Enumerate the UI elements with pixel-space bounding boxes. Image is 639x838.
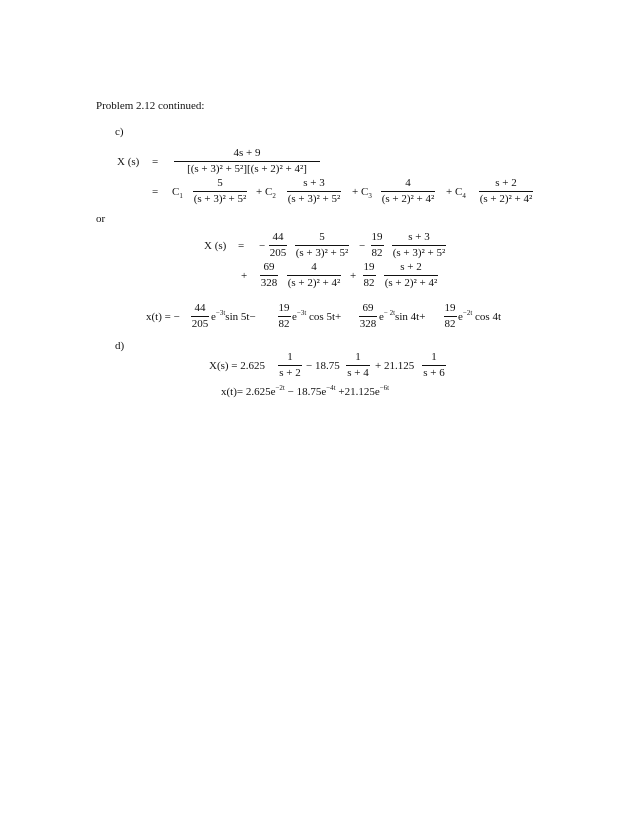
coef-44-205: [268, 232, 288, 259]
plus-sign: +: [256, 186, 263, 198]
problem-title: Problem 2.12 continued:: [96, 100, 205, 112]
part-c-X: X (s): [117, 156, 140, 168]
denominator: 82: [278, 318, 290, 330]
part-c-fraction-1: [186, 178, 254, 205]
x-mid1: − 18.75e: [284, 386, 327, 398]
part-d-label: d): [115, 340, 125, 352]
part-c-fraction-3: [374, 178, 442, 205]
coef-19-82-b: [361, 262, 377, 289]
or-label: or: [96, 213, 106, 225]
time-coef-19-82: [276, 303, 292, 330]
denominator: 205: [269, 247, 287, 259]
numerator: 4: [405, 177, 411, 189]
denominator: (s + 3)² + 5²: [295, 247, 349, 259]
time-coef-19-82-b: [442, 303, 458, 330]
part-d-fraction-1: [276, 352, 304, 379]
part-c-fraction-4: [470, 178, 542, 205]
part-d-fraction-2: [344, 352, 372, 379]
coef-19-82: [369, 232, 385, 259]
coef-C3: [361, 187, 372, 198]
denominator: 82: [363, 277, 375, 289]
denominator: [(s + 3)² + 5²][(s + 2)² + 4²]: [174, 161, 320, 175]
expansion-X: X (s): [204, 240, 227, 252]
C-subscript: 2: [272, 192, 276, 200]
denominator: (s + 3)² + 5²: [193, 193, 247, 205]
numerator: 19: [363, 261, 375, 273]
term-rest: sin 4t+: [395, 311, 426, 323]
part-d-X: X(s) = 2.625: [209, 360, 266, 372]
x-mid2: +21.125e: [335, 386, 380, 398]
C-letter: C: [361, 186, 369, 198]
part-d-fraction-3: [420, 352, 448, 379]
denominator: 328: [359, 318, 377, 330]
part-d-time-domain: [221, 384, 390, 398]
minus-sign: −: [259, 240, 266, 252]
numerator: 19: [278, 302, 290, 314]
plus-sign: +: [352, 186, 359, 198]
exponent: −2t: [275, 384, 285, 392]
numerator: 69: [362, 302, 374, 314]
term-rest: cos 5t+: [306, 311, 342, 323]
exp-base: e: [211, 311, 216, 323]
exp-base: e: [379, 311, 384, 323]
exponent: −3t: [296, 309, 307, 317]
denominator: (s + 3)² + 5²: [287, 193, 341, 205]
C-letter: C: [172, 186, 180, 198]
denominator: (s + 2)² + 4²: [381, 193, 435, 205]
exp-base: e: [458, 311, 463, 323]
minus-sign: −: [359, 240, 366, 252]
exp-base: e: [292, 311, 297, 323]
part-c-fraction-0: [174, 148, 320, 175]
time-term-3: [379, 309, 426, 323]
part-c-fraction-2: [280, 178, 348, 205]
C-subscript: 1: [179, 192, 183, 200]
part-c-equals-2: =: [152, 186, 159, 198]
time-term-4: [458, 309, 502, 323]
term-rest: sin 5t−: [225, 311, 256, 323]
fraction-5-over: [289, 232, 355, 259]
part-d-term-3: + 21.125: [375, 360, 415, 372]
denominator: 205: [191, 318, 209, 330]
term-rest: cos 4t: [472, 311, 502, 323]
numerator: 44: [272, 231, 284, 243]
denominator: s + 2: [279, 367, 301, 379]
denominator: (s + 2)² + 4²: [287, 277, 341, 289]
denominator: (s + 3)² + 5²: [392, 247, 446, 259]
denominator: (s + 2)² + 4²: [479, 193, 533, 205]
denominator: (s + 2)² + 4²: [384, 277, 438, 289]
part-c-label: c): [115, 126, 124, 138]
numerator: 5: [319, 231, 325, 243]
denominator: s + 4: [347, 367, 369, 379]
fraction-s2-over: [378, 262, 444, 289]
exponent: −3t: [215, 309, 226, 317]
coef-C4: [455, 187, 466, 198]
expansion-equals: =: [238, 240, 245, 252]
coef-C1: [172, 187, 183, 198]
exponent: −6t: [379, 384, 390, 392]
C-letter: C: [265, 186, 273, 198]
numerator: 1: [287, 351, 293, 363]
numerator: 19: [444, 302, 456, 314]
numerator: 4s + 9: [233, 147, 261, 159]
fraction-4-over: [281, 262, 347, 289]
coef-69-328: [258, 262, 280, 289]
time-coef-44-205: [190, 303, 210, 330]
denominator: 82: [371, 247, 383, 259]
C-subscript: 3: [368, 192, 372, 200]
time-c-lhs: x(t) = −: [146, 311, 180, 323]
plus-sign: +: [446, 186, 453, 198]
plus-sign: +: [350, 270, 357, 282]
fraction-s3-over: [386, 232, 452, 259]
time-term-1: [211, 309, 256, 323]
part-c-equals: =: [152, 156, 159, 168]
numerator: 44: [194, 302, 206, 314]
part-d-term-2: − 18.75: [306, 360, 340, 372]
exponent: − 2t: [383, 309, 396, 317]
x-lhs: x(t)= 2.625e: [221, 386, 276, 398]
time-coef-69-328: [357, 303, 379, 330]
C-letter: C: [455, 186, 463, 198]
numerator: 19: [371, 231, 383, 243]
exponent: −4t: [326, 384, 336, 392]
numerator: 4: [311, 261, 317, 273]
numerator: s + 2: [400, 261, 422, 273]
plus-sign: +: [241, 270, 248, 282]
numerator: s + 3: [303, 177, 325, 189]
coef-C2: [265, 187, 276, 198]
exponent: −2t: [462, 309, 473, 317]
denominator: 328: [260, 277, 278, 289]
numerator: s + 2: [495, 177, 517, 189]
numerator: 69: [263, 261, 275, 273]
numerator: 1: [431, 351, 437, 363]
numerator: 5: [217, 177, 223, 189]
denominator: 82: [444, 318, 456, 330]
denominator: s + 6: [423, 367, 445, 379]
numerator: 1: [355, 351, 361, 363]
numerator: s + 3: [408, 231, 430, 243]
time-term-2: [292, 309, 342, 323]
C-subscript: 4: [462, 192, 466, 200]
